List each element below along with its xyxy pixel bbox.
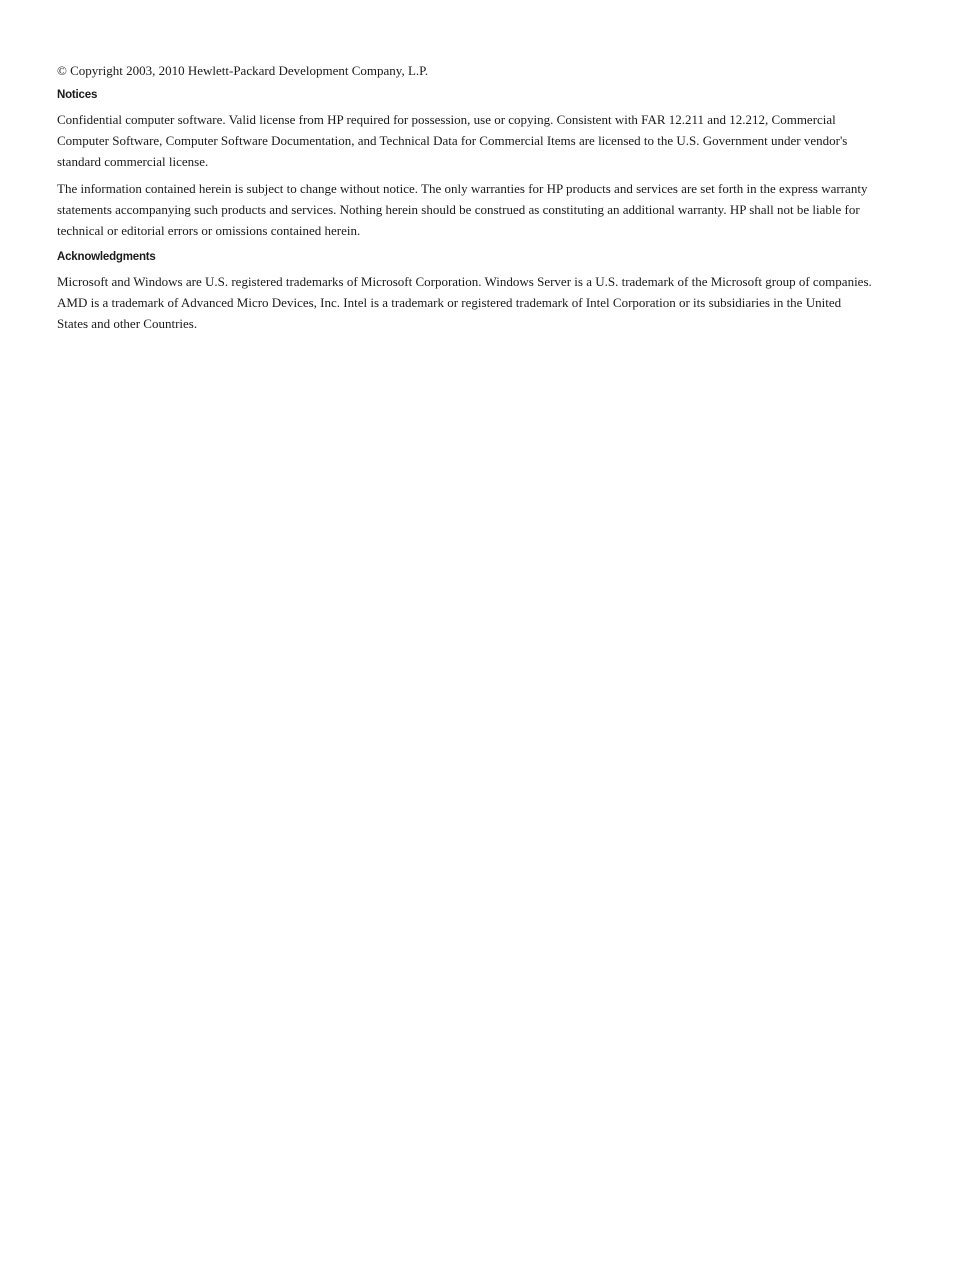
acknowledgments-paragraph: Microsoft and Windows are U.S. registered trademarks of Microsoft Corporation. Windows Server is a U.S. trademark of the Microsoft group of companies. AMD is a trademark of Advanced Micro Devices, Inc. Intel is a trademark or registered trademark of Intel Corporation or its subsidiaries in the United States and other Countries. [57,274,872,331]
copyright-notice: © Copyright 2003, 2010 Hewlett-Packard Development Company, L.P. [57,63,429,78]
document-page [57,60,872,340]
notices-paragraph: The information contained herein is subject to change without notice. The only warranties for HP products and services are set forth in the express warranty statements accompanying such products and services. Nothing herein should be construed as constituting an additional warranty. HP shall not be liable for technical or editorial errors or omissions contained herein. [57,181,868,238]
notices-section [57,85,872,241]
notices-heading: Notices [57,89,98,101]
notices-paragraph: Confidential computer software. Valid license from HP required for possession, use or copying. Consistent with FAR 12.211 and 12.212, Commercial Computer Software, Computer Software Documentation, and Technical Data for Commercial Items are licensed to the U.S. Government under vendor's standard commercial license. [57,112,848,169]
acknowledgments-heading: Acknowledgments [57,251,156,263]
acknowledgments-section [57,247,872,334]
